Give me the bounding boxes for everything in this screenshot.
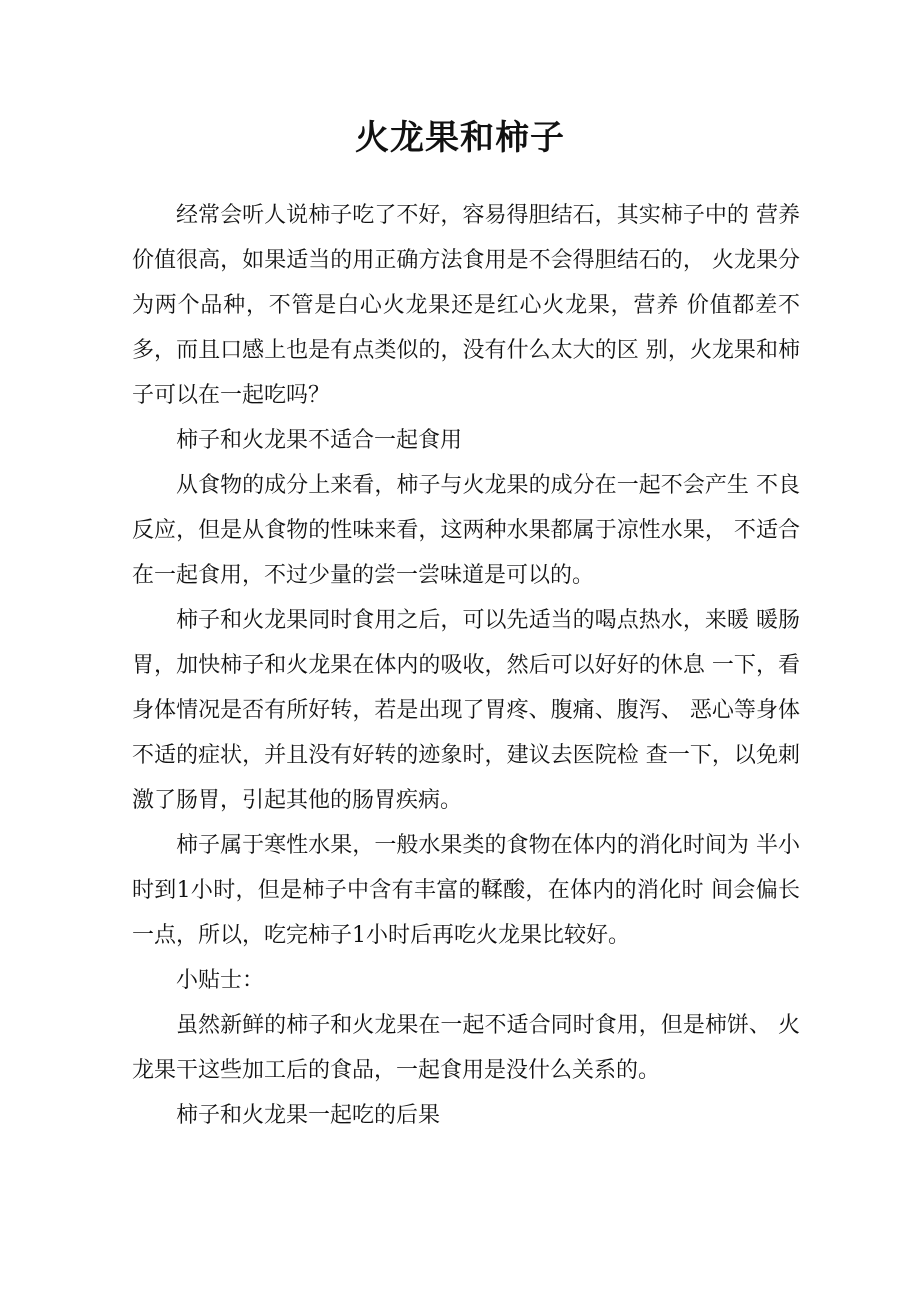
after-eating-paragraph: 柿子和火龙果同时食用之后，可以先适当的喝点热水，来暖 暖肠胃，加快柿子和火龙果在体内的吸收，然后可以好好的休息 一下，看身体情况是否有所好转，若是出现了胃疼、腹痛、腹泻、 恶心等身体不适的症状，并且没有好转的迹象时，建议去医院检 查一下，以免刺激了肠胃，引起其他的肠胃疾病。 [132,608,800,813]
section-heading-consequences: 柿子和火龙果一起吃的后果 [176,1103,441,1128]
digestion-paragraph: 柿子属于寒性水果，一般水果类的食物在体内的消化时间为 半小时到1小时，但是柿子中含有丰富的鞣酸，在体内的消化时 间会偏长一点，所以，吃完柿子1小时后再吃火龙果比较好。 [132,833,800,948]
section-heading-not-together: 柿子和火龙果不适合一起食用 [176,428,463,453]
tips-paragraph: 虽然新鲜的柿子和火龙果在一起不适合同时食用，但是柿饼、 火龙果干这些加工后的食品，一起食用是没什么关系的。 [132,1013,800,1083]
document-body [132,193,800,1138]
page-title: 火龙果和柿子 [355,118,565,158]
composition-paragraph: 从食物的成分上来看，柿子与火龙果的成分在一起不会产生 不良反应，但是从食物的性味来看，这两种水果都属于凉性水果， 不适合在一起食用，不过少量的尝一尝味道是可以的。 [132,473,800,588]
tips-heading: 小贴士： [176,968,265,993]
intro-paragraph: 经常会听人说柿子吃了不好，容易得胆结石，其实柿子中的 营养价值很高，如果适当的用正确方法食用是不会得胆结石的， 火龙果分为两个品种，不管是白心火龙果还是红心火龙果，营养 价值都差不多，而且口感上也是有点类似的，没有什么太大的区 别，火龙果和柿子可以在一起吃吗？ [132,203,800,408]
